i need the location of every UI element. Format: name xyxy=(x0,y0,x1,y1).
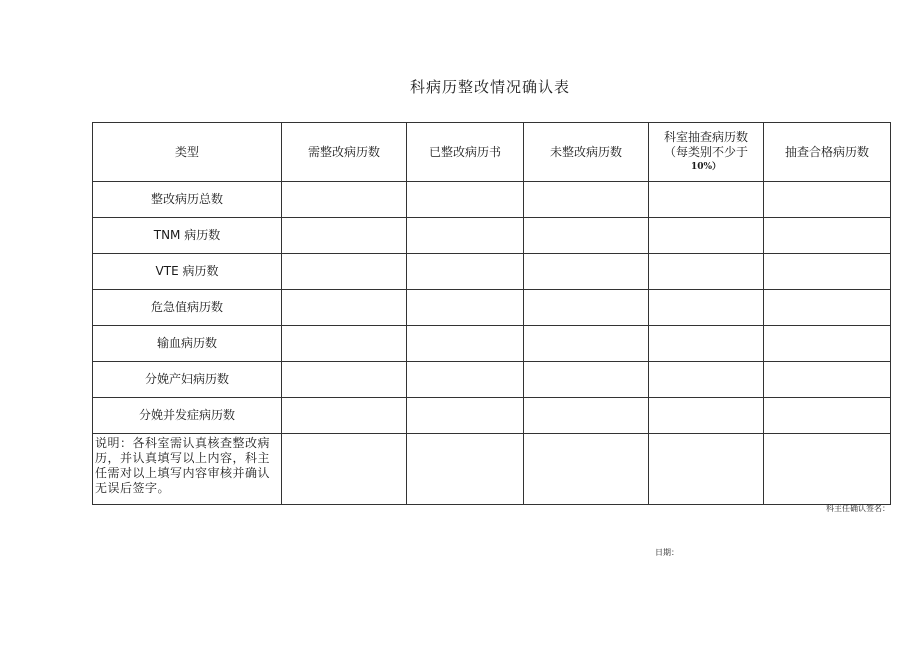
input-cell[interactable] xyxy=(764,182,891,218)
input-cell[interactable] xyxy=(764,434,891,505)
input-cell[interactable] xyxy=(524,182,649,218)
input-cell[interactable] xyxy=(649,362,764,398)
header-sampled-line1: 科室抽查病历数 xyxy=(663,129,748,144)
rectification-table xyxy=(92,122,891,505)
header-row xyxy=(93,123,891,182)
table-row xyxy=(93,290,891,326)
table-row xyxy=(93,254,891,290)
input-cell[interactable] xyxy=(764,326,891,362)
input-cell[interactable] xyxy=(407,182,524,218)
input-cell[interactable] xyxy=(282,254,407,290)
input-cell[interactable] xyxy=(764,398,891,434)
row-label: 输血病历数 xyxy=(93,326,282,362)
table-row xyxy=(93,362,891,398)
input-cell[interactable] xyxy=(524,434,649,505)
input-cell[interactable] xyxy=(282,326,407,362)
input-cell[interactable] xyxy=(282,362,407,398)
form-title: 科病历整改情况确认表 xyxy=(409,78,570,96)
input-cell[interactable] xyxy=(407,326,524,362)
input-cell[interactable] xyxy=(649,254,764,290)
row-label: VTE 病历数 xyxy=(93,254,282,290)
input-cell[interactable] xyxy=(524,218,649,254)
input-cell[interactable] xyxy=(764,290,891,326)
input-cell[interactable] xyxy=(649,182,764,218)
row-label: 分娩并发症病历数 xyxy=(93,398,282,434)
header-not-fixed: 未整改病历数 xyxy=(524,123,649,182)
input-cell[interactable] xyxy=(407,290,524,326)
header-qualified: 抽查合格病历数 xyxy=(764,123,891,182)
input-cell[interactable] xyxy=(407,434,524,505)
input-cell[interactable] xyxy=(649,218,764,254)
table-row xyxy=(93,326,891,362)
input-cell[interactable] xyxy=(282,182,407,218)
input-cell[interactable] xyxy=(764,362,891,398)
note-text: 说明：各科室需认真核查整改病历，并认真填写以上内容，科主任需对以上填写内容审核并确认无误后签字。 xyxy=(93,434,282,505)
input-cell[interactable] xyxy=(407,398,524,434)
header-sampled xyxy=(649,123,764,182)
input-cell[interactable] xyxy=(282,218,407,254)
row-label: 危急值病历数 xyxy=(93,290,282,326)
input-cell[interactable] xyxy=(649,398,764,434)
input-cell[interactable] xyxy=(649,290,764,326)
input-cell[interactable] xyxy=(282,434,407,505)
row-label: 分娩产妇病历数 xyxy=(93,362,282,398)
input-cell[interactable] xyxy=(524,326,649,362)
input-cell[interactable] xyxy=(524,254,649,290)
input-cell[interactable] xyxy=(524,362,649,398)
input-cell[interactable] xyxy=(282,290,407,326)
input-cell[interactable] xyxy=(764,218,891,254)
row-label: 整改病历总数 xyxy=(93,182,282,218)
header-sampled-line3: 10%） xyxy=(690,161,722,172)
row-label: TNM 病历数 xyxy=(93,218,282,254)
table-row xyxy=(93,182,891,218)
input-cell[interactable] xyxy=(407,362,524,398)
header-fixed: 已整改病历书 xyxy=(407,123,524,182)
signature-label: 科主任确认签名： xyxy=(826,504,890,513)
date-label: 日期： xyxy=(655,548,679,557)
input-cell[interactable] xyxy=(407,254,524,290)
header-type: 类型 xyxy=(93,123,282,182)
table-row xyxy=(93,218,891,254)
input-cell[interactable] xyxy=(282,398,407,434)
input-cell[interactable] xyxy=(407,218,524,254)
input-cell[interactable] xyxy=(649,326,764,362)
header-need-fix: 需整改病历数 xyxy=(282,123,407,182)
input-cell[interactable] xyxy=(524,398,649,434)
input-cell[interactable] xyxy=(524,290,649,326)
note-row xyxy=(93,434,891,505)
input-cell[interactable] xyxy=(649,434,764,505)
input-cell[interactable] xyxy=(764,254,891,290)
header-sampled-line2: （每类别不少于 xyxy=(663,144,748,159)
table-row xyxy=(93,398,891,434)
